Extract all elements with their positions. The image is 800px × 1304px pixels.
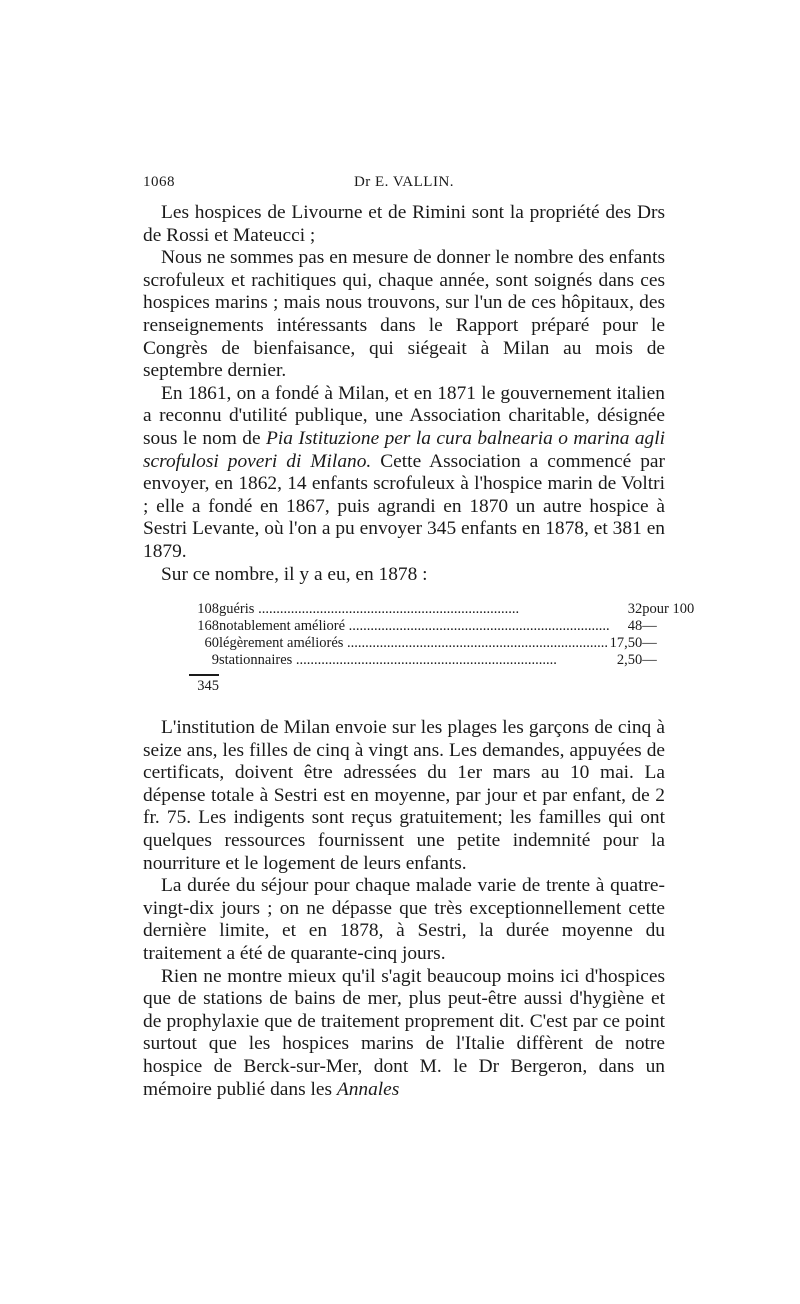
- leader-dots: [292, 652, 557, 668]
- row-label: stationnaires: [219, 652, 293, 669]
- paragraph-7: [143, 966, 665, 1102]
- paragraph-4: Sur ce nombre, il y a eu, en 1878 :: [161, 563, 428, 585]
- row-label: guéris: [219, 601, 255, 618]
- paragraph-7-start: Rien ne montre mieux qu'il s'agit beaucoup moins ici d'hospices que de stations de bains de mer, plus peut-être aussi d'hygiène et de prophylaxie que de traitement proprement dit. C'est par ce point surtout que les hospices marins de l'Italie diffèrent de notre hospice de Berck-sur-Mer, dont M. le Dr Bergeron, dans un mémoire publié dans les: [143, 965, 665, 1100]
- page-number: 1068: [143, 174, 175, 190]
- table-row: [189, 618, 694, 635]
- running-title: Dr E. VALLIN.: [353, 174, 455, 190]
- row-label: notablement amélioré: [219, 618, 346, 635]
- row-percent: 48: [627, 618, 643, 635]
- row-count: 60: [204, 635, 219, 652]
- leader-dots: [254, 601, 519, 617]
- leader-dots: [345, 618, 610, 634]
- table-row: [189, 601, 694, 618]
- paragraph-1: Les hospices de Livourne et de Rimini sont la propriété des Drs de Rossi et Mateucci ;: [143, 202, 665, 246]
- institution-name: Pia Istituzione per la cura balnearia o marina agli scrofulosi poveri di Milano.: [143, 427, 665, 472]
- page-body: [143, 202, 695, 1101]
- row-percent: 2,50: [616, 652, 643, 669]
- row-percent: 32: [627, 601, 643, 618]
- results-table: [189, 601, 694, 695]
- row-percent: 17,50: [609, 635, 643, 652]
- sum-rule: [189, 674, 219, 676]
- journal-title: Annales: [336, 1078, 400, 1100]
- table-row: [189, 652, 694, 669]
- paragraph-3-start: En 1861, on a fondé à Milan, et en 1871 le gouvernement italien a reconnu d'utilité publique, une Association charitable, désignée sous le nom de: [143, 382, 665, 449]
- row-unit: —: [642, 618, 657, 635]
- row-unit: —: [642, 652, 657, 669]
- total-count: 345: [197, 678, 219, 695]
- paragraph-6: La durée du séjour pour chaque malade varie de trente à quatre-vingt-dix jours ; on ne dépasse que très exceptionnellement cette dernière limite, et en 1878, à Sestri, la durée moyenne du traitement a été de quarante-cinq jours.: [143, 875, 665, 965]
- row-count: 108: [197, 601, 219, 618]
- paragraph-3-end: Cette Association a commencé par envoyer, en 1862, 14 enfants scrofuleux à l'hospice marin de Voltri ; elle a fondé en 1867, puis agrandi en 1870 un autre hospice à Sestri Levante, où l'on a pu envoyer 345 enfants en 1878, et 381 en 1879.: [143, 450, 665, 562]
- spacer: [143, 695, 665, 717]
- leader-dots: [343, 635, 608, 651]
- row-unit: pour 100: [642, 601, 695, 618]
- table-row: [189, 635, 694, 652]
- total-row: [189, 669, 694, 695]
- paragraph-3: [143, 383, 665, 564]
- page-header: [143, 174, 665, 196]
- row-count: 9: [211, 652, 219, 669]
- row-unit: —: [642, 635, 657, 652]
- row-count: 168: [197, 618, 219, 635]
- paragraph-2: Nous ne sommes pas en mesure de donner le nombre des enfants scrofuleux et rachitiques qui, chaque année, sont soignés dans ces hospices marins ; mais nous trouvons, sur l'un de ces hôpitaux, des renseignements intéressants dans le Rapport préparé pour le Congrès de bienfaisance, qui siégeait à Milan au mois de septembre dernier.: [143, 247, 665, 382]
- row-label: légèrement améliorés: [219, 635, 344, 652]
- paragraph-5: L'institution de Milan envoie sur les plages les garçons de cinq à seize ans, les filles de cinq à vingt ans. Les demandes, appuyées de certificats, doivent être adressées du 1er mars au 10 mai. La dépense totale à Sestri est en moyenne, par jour et par enfant, de 2 fr. 75. Les indigents sont reçus gratuitement; les familles qui ont quelques ressources fournissent une petite indemnité pour la nourriture et le logement de leurs enfants.: [143, 717, 665, 874]
